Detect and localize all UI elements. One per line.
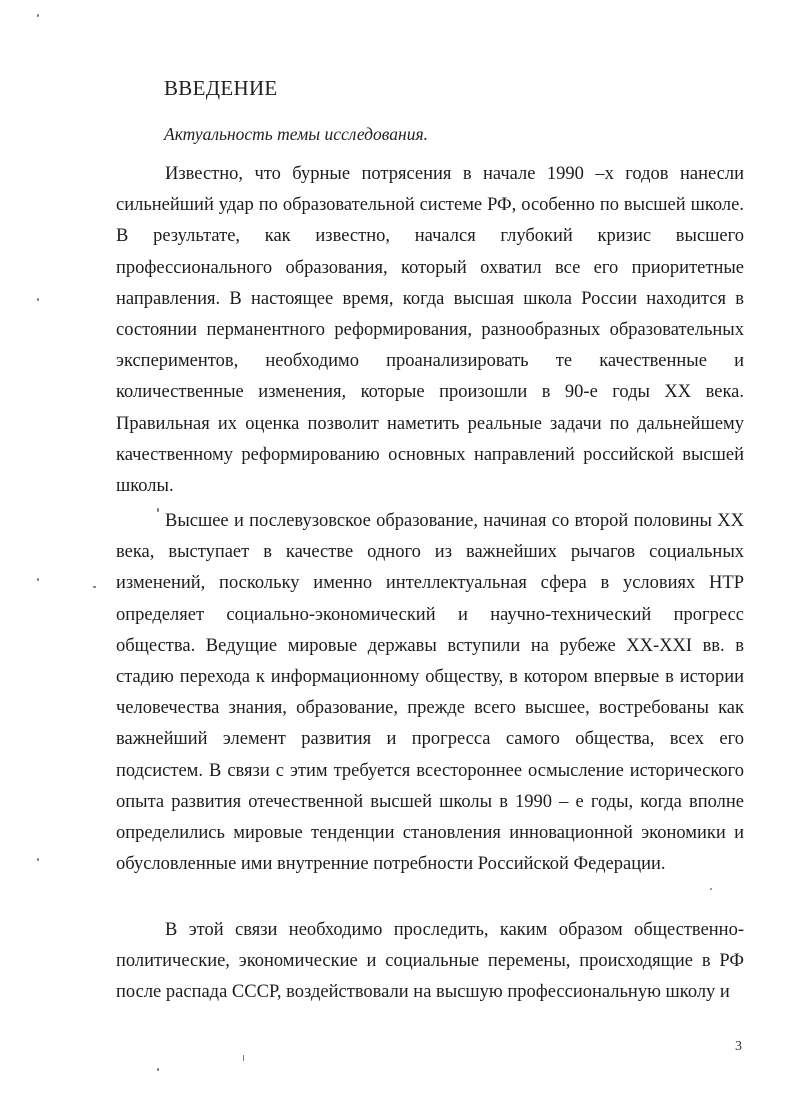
paragraph: Высшее и послевузовское образование, начиная со второй половины XX века, выступает в качестве одного из важнейших рычагов социальных изменений, поскольку именно интеллектуальная сфера в условиях НТР определяет социально-экономический и научно-технический прогресс общества. Ведущие мировые державы вступили на рубеже XX-XXI вв. в стадию перехода к информационному обществу, в котором впервые в истории человечества знания, образование, прежде всего высшее, востребованы как важнейший элемент развития и прогресса самого общества, всех его подсистем. В связи с этим требуется всестороннее осмысление исторического опыта развития отечественной высшей школы в 1990 – е годы, когда вполне определились мировые тенденции становления инновационной экономики и обусловленные ими внутренние потребности Российской Федерации.: [116, 511, 744, 875]
scan-speck: [710, 888, 712, 890]
scan-speck: [37, 858, 39, 861]
paragraph-1-block: [116, 159, 744, 502]
page-number: 3: [735, 1039, 742, 1054]
scan-speck: [37, 14, 39, 17]
section-heading: ВВЕДЕНИЕ: [164, 76, 278, 100]
scan-speck: [37, 298, 39, 301]
scan-speck: [37, 578, 39, 581]
paragraph: Известно, что бурные потрясения в начале 1990 –х годов нанесли сильнейший удар по образовательной системе РФ, особенно по высшей школе. В результате, как известно, начался глубокий кризис высшего профессионального образования, который охватил все его приоритетные направления. В настоящее время, когда высшая школа России находится в состоянии перманентного реформирования, разнообразных образовательных экспериментов, необходимо проанализировать те качественные и количественные изменения, которые произошли в 90-е годы XX века. Правильная их оценка позволит наметить реальные задачи по дальнейшему качественному реформированию основных направлений российской высшей школы.: [116, 164, 744, 497]
scan-speck: [157, 1068, 159, 1071]
section-subheading: Актуальность темы исследования.: [164, 124, 428, 144]
scan-speck: [93, 586, 96, 588]
paragraph: В этой связи необходимо проследить, каким образом общественно-политические, экономические и социальные перемены, происходящие в РФ после распада СССР, воздействовали на высшую профессиональную школу и: [116, 920, 744, 1003]
scan-speck: [243, 1055, 244, 1061]
paragraph-2-block: [116, 506, 744, 880]
scan-speck: [157, 508, 159, 512]
paragraph-3-block: [116, 915, 744, 1009]
